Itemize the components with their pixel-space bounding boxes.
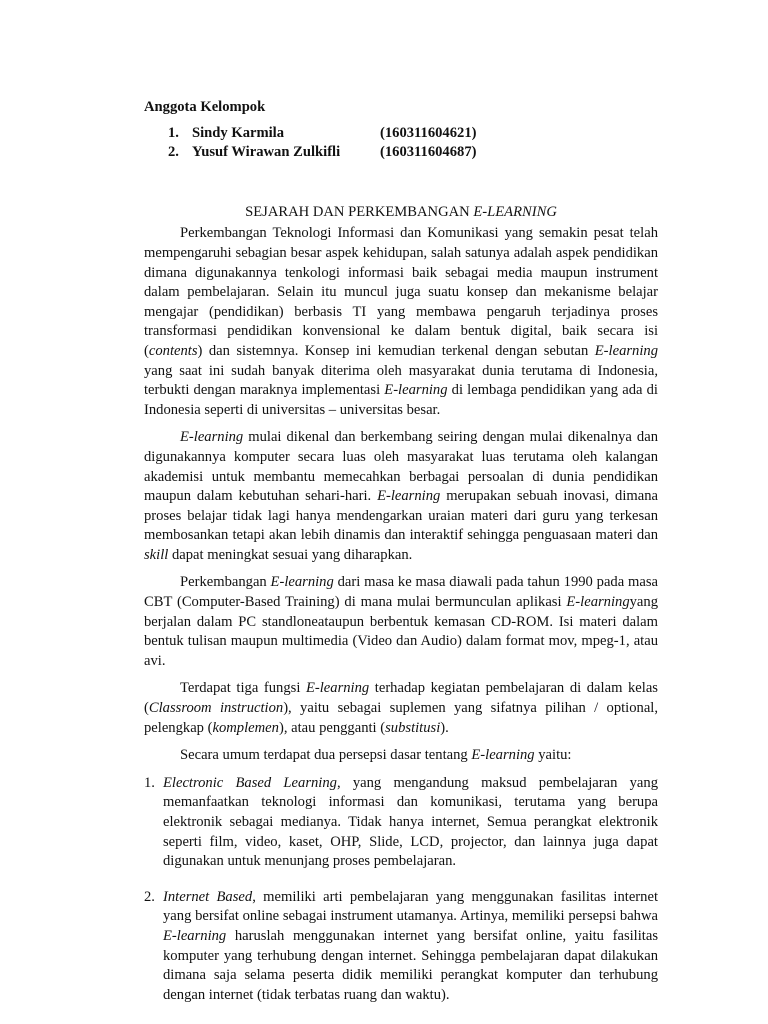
member-name: Yusuf Wirawan Zulkifli — [192, 144, 341, 161]
document-title: SEJARAH DAN PERKEMBANGAN E-LEARNING — [245, 203, 557, 220]
member-name: Sindy Karmila — [192, 124, 285, 141]
document-body — [144, 98, 658, 1021]
member-number: 2. — [168, 144, 179, 161]
perception-list — [144, 774, 658, 1006]
paragraph-3: Perkembangan E-learning dari masa ke masa diawali pada tahun 1990 pada masa CBT (Computer-Based Training) di mana mulai bermunculan aplikasi E-learningyang berjalan dalam PC standloneataupun berbentuk kemasan CD-ROM. Isi materi dalam bentuk tulisan maupun multimedia (Video dan Audio) dalam format mov, mpeg-1, atau avi. — [144, 574, 658, 669]
member-item — [168, 124, 658, 144]
member-id: (160311604687) — [380, 144, 477, 161]
paragraph-1: Perkembangan Teknologi Informasi dan Komunikasi yang semakin pesat telah mempengaruhi sebagian besar aspek kehidupan, salah satunya adalah aspek pendidikan dimana digunakannya tenkologi informasi baik sebagai media maupun instrument dalam pembelajaran. Selain itu muncul juga suatu konsep dan mekanisme belajar mengajar (pendidikan) berbasis TI yang membawa pengaruh terjadinya proses transformasi pendidikan konvensional ke dalam bentuk digital, baik secara isi (contents) dan sistemnya. Konsep ini kemudian terkenal dengan sebutan E-learning yang saat ini sudah banyak diterima oleh masyarakat dunia terutama di Indonesia, terbukti dengan maraknya implementasi E-learning di lembaga pendidikan yang ada di Indonesia seperti di universitas – universitas besar. — [144, 225, 658, 418]
list-item: 1. Electronic Based Learning, yang mengandung maksud pembelajaran yang memanfaatkan teknologi informasi dan komunikasi, terutama yang berupa elektronik sebagai medianya. Tidak hanya internet, Semua perangkat elektronik seperti film, video, kaset, OHP, Slide, LCD, projector, dan lainnya juga dapat digunakan untuk menunjang proses pembelajaran. — [144, 774, 658, 870]
list-item: 2. Internet Based, memiliki arti pembelajaran yang menggunakan fasilitas internet yang bersifat online sebagai instrument utamanya. Artinya, memiliki persepsi bahwa E-learning haruslah menggunakan internet yang bersifat online, yaitu fasilitas komputer yang terhubung dengan internet. Sehingga pembelajaran dapat dilakukan dimana saja selama peserta didik memiliki perangkat komputer dan terhubung dengan internet (tidak terbatas ruang dan waktu). — [144, 888, 658, 1003]
member-item — [168, 143, 658, 163]
member-id: (160311604621) — [380, 124, 477, 141]
member-list — [168, 124, 658, 163]
paragraph-2: E-learning mulai dikenal dan berkembang seiring dengan mulai dikenalnya dan digunakannya komputer secara luas oleh masyarakat luas terutama oleh kalangan akademisi untuk membantu memecahkan berbagai persoalan di dunia pendidikan maupun dalam kebutuhan sehari-hari. E-learning merupakan sebuah inovasi, dimana proses belajar tidak lagi hanya mendengarkan uraian materi dari guru yang terkesan membosankan tetapi akan lebih dinamis dan interaktif sehingga penguasaan materi dan skill dapat meningkat sesuai yang diharapkan. — [144, 429, 658, 563]
paragraph-4: Terdapat tiga fungsi E-learning terhadap kegiatan pembelajaran di dalam kelas (Classroom instruction), yaitu sebagai suplemen yang sifatnya pilihan / optional, pelengkap (komplemen), atau pengganti (substitusi). — [144, 680, 658, 736]
list-number: 2. — [144, 888, 155, 905]
member-number: 1. — [168, 124, 179, 141]
group-heading: Anggota Kelompok — [144, 99, 266, 115]
paragraph-5: Secara umum terdapat dua persepsi dasar tentang E-learning yaitu: — [180, 747, 572, 764]
document-title-italic: E-LEARNING — [473, 203, 557, 220]
list-number: 1. — [144, 774, 155, 791]
